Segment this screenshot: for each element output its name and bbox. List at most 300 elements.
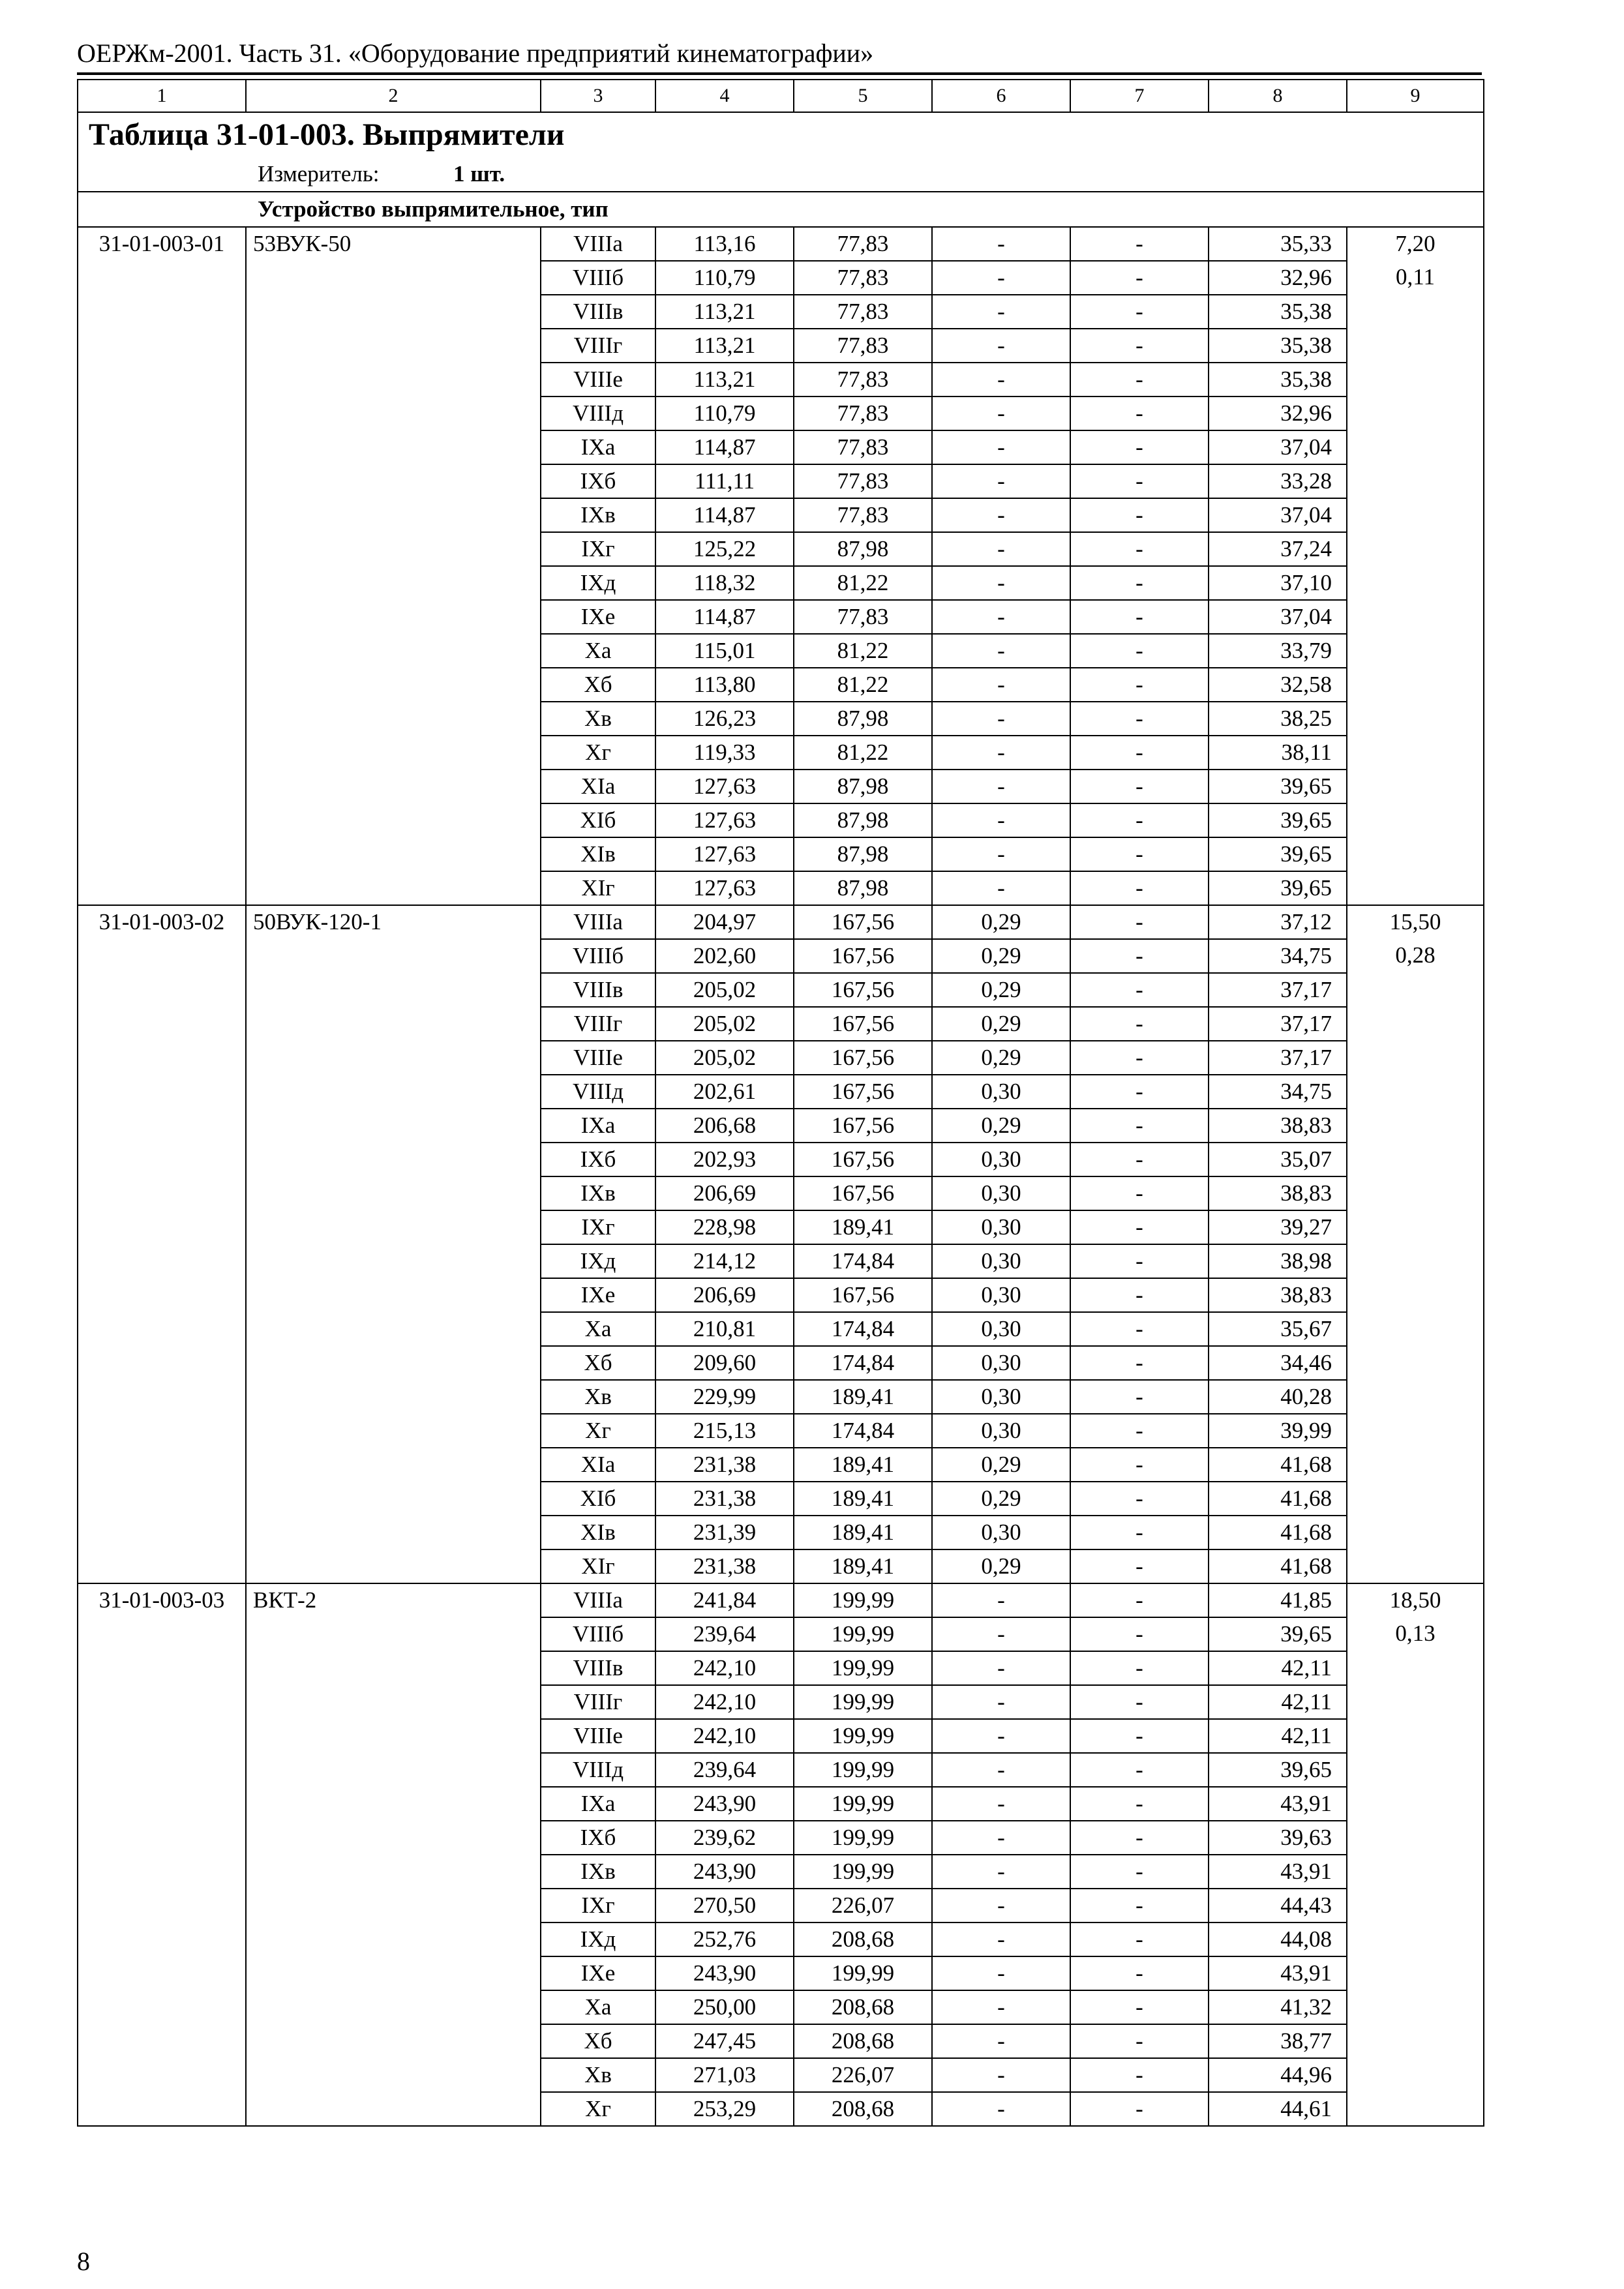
zone-cell: Xб bbox=[541, 2024, 655, 2058]
table-row bbox=[78, 1753, 1484, 1787]
wages-cell: 167,56 bbox=[794, 1278, 932, 1312]
column-number-row bbox=[78, 80, 1484, 112]
zone-cell: IXб bbox=[541, 464, 655, 498]
wages-cell: 167,56 bbox=[794, 1143, 932, 1176]
wages-cell: 77,83 bbox=[794, 329, 932, 363]
code-cell bbox=[78, 871, 246, 905]
total-cell: 111,11 bbox=[655, 464, 794, 498]
driver-wages-cell: - bbox=[1070, 1889, 1209, 1922]
materials-cell: 39,65 bbox=[1209, 1617, 1347, 1651]
code-cell bbox=[78, 1787, 246, 1821]
wages-cell: 226,07 bbox=[794, 2058, 932, 2092]
materials-cell: 37,12 bbox=[1209, 905, 1347, 939]
page-header: ОЕРЖм-2001. Часть 31. «Оборудование предприятий кинематографии» bbox=[77, 38, 874, 68]
zone-cell: VIIIб bbox=[541, 1617, 655, 1651]
driver-wages-cell: - bbox=[1070, 634, 1209, 668]
code-cell bbox=[78, 973, 246, 1007]
driver-wages-cell: - bbox=[1070, 2092, 1209, 2126]
wages-cell: 199,99 bbox=[794, 1719, 932, 1753]
materials-cell: 38,11 bbox=[1209, 736, 1347, 770]
total-cell: 239,62 bbox=[655, 1821, 794, 1855]
materials-cell: 35,38 bbox=[1209, 295, 1347, 329]
name-cell bbox=[246, 464, 541, 498]
materials-cell: 44,96 bbox=[1209, 2058, 1347, 2092]
machines-cell: 0,29 bbox=[932, 973, 1070, 1007]
materials-cell: 42,11 bbox=[1209, 1651, 1347, 1685]
name-cell bbox=[246, 1278, 541, 1312]
total-cell: 209,60 bbox=[655, 1346, 794, 1380]
total-cell: 253,29 bbox=[655, 2092, 794, 2126]
code-cell bbox=[78, 1346, 246, 1380]
code-cell bbox=[78, 498, 246, 532]
zone-cell: XIг bbox=[541, 1549, 655, 1583]
driver-wages-cell: - bbox=[1070, 1922, 1209, 1956]
labor-cell bbox=[1347, 329, 1484, 363]
name-cell bbox=[246, 1617, 541, 1651]
code-cell: 31-01-003-03 bbox=[78, 1583, 246, 1617]
name-cell bbox=[246, 1143, 541, 1176]
code-cell bbox=[78, 1210, 246, 1244]
machines-cell: - bbox=[932, 2024, 1070, 2058]
table-row bbox=[78, 1075, 1484, 1109]
labor-cell bbox=[1347, 2024, 1484, 2058]
materials-cell: 44,08 bbox=[1209, 1922, 1347, 1956]
name-cell bbox=[246, 1244, 541, 1278]
zone-cell: Xа bbox=[541, 1312, 655, 1346]
materials-cell: 41,68 bbox=[1209, 1482, 1347, 1516]
total-cell: 115,01 bbox=[655, 634, 794, 668]
driver-wages-cell: - bbox=[1070, 1346, 1209, 1380]
wages-cell: 77,83 bbox=[794, 498, 932, 532]
machines-cell: - bbox=[932, 430, 1070, 464]
wages-cell: 208,68 bbox=[794, 2092, 932, 2126]
machines-cell: - bbox=[932, 1719, 1070, 1753]
total-cell: 242,10 bbox=[655, 1651, 794, 1685]
materials-cell: 37,04 bbox=[1209, 430, 1347, 464]
wages-cell: 226,07 bbox=[794, 1889, 932, 1922]
driver-wages-cell: - bbox=[1070, 1651, 1209, 1685]
zone-cell: IXв bbox=[541, 498, 655, 532]
wages-cell: 77,83 bbox=[794, 600, 932, 634]
table-row bbox=[78, 1244, 1484, 1278]
name-cell bbox=[246, 363, 541, 396]
name-cell bbox=[246, 1651, 541, 1685]
total-cell: 270,50 bbox=[655, 1889, 794, 1922]
name-cell bbox=[246, 1482, 541, 1516]
wages-cell: 167,56 bbox=[794, 1041, 932, 1075]
name-cell bbox=[246, 1855, 541, 1889]
total-cell: 119,33 bbox=[655, 736, 794, 770]
wages-cell: 81,22 bbox=[794, 736, 932, 770]
total-cell: 243,90 bbox=[655, 1855, 794, 1889]
name-cell bbox=[246, 566, 541, 600]
name-cell bbox=[246, 295, 541, 329]
labor-cell bbox=[1347, 2092, 1484, 2126]
materials-cell: 35,38 bbox=[1209, 329, 1347, 363]
table-row bbox=[78, 600, 1484, 634]
machines-cell: 0,30 bbox=[932, 1075, 1070, 1109]
zone-cell: IXе bbox=[541, 1278, 655, 1312]
labor-cell: 0,28 bbox=[1347, 939, 1484, 973]
total-cell: 206,68 bbox=[655, 1109, 794, 1143]
name-cell bbox=[246, 532, 541, 566]
labor-cell bbox=[1347, 1109, 1484, 1143]
name-cell bbox=[246, 803, 541, 837]
table-row bbox=[78, 1651, 1484, 1685]
labor-cell bbox=[1347, 1821, 1484, 1855]
name-cell bbox=[246, 1549, 541, 1583]
name-cell bbox=[246, 1719, 541, 1753]
code-cell bbox=[78, 668, 246, 702]
labor-cell bbox=[1347, 1787, 1484, 1821]
zone-cell: XIб bbox=[541, 1482, 655, 1516]
materials-cell: 38,83 bbox=[1209, 1109, 1347, 1143]
code-cell bbox=[78, 1651, 246, 1685]
machines-cell: - bbox=[932, 261, 1070, 295]
total-cell: 126,23 bbox=[655, 702, 794, 736]
wages-cell: 87,98 bbox=[794, 770, 932, 803]
name-cell bbox=[246, 1787, 541, 1821]
name-cell: ВКТ-2 bbox=[246, 1583, 541, 1617]
total-cell: 110,79 bbox=[655, 396, 794, 430]
driver-wages-cell: - bbox=[1070, 803, 1209, 837]
zone-cell: XIв bbox=[541, 1516, 655, 1549]
machines-cell: 0,29 bbox=[932, 905, 1070, 939]
labor-cell bbox=[1347, 1312, 1484, 1346]
machines-cell: - bbox=[932, 532, 1070, 566]
name-cell bbox=[246, 1448, 541, 1482]
wages-cell: 167,56 bbox=[794, 973, 932, 1007]
table-row bbox=[78, 295, 1484, 329]
table-row bbox=[78, 1176, 1484, 1210]
machines-cell: 0,30 bbox=[932, 1516, 1070, 1549]
labor-cell bbox=[1347, 1990, 1484, 2024]
code-cell bbox=[78, 1312, 246, 1346]
table-row bbox=[78, 1041, 1484, 1075]
materials-cell: 38,25 bbox=[1209, 702, 1347, 736]
wages-cell: 167,56 bbox=[794, 1109, 932, 1143]
total-cell: 114,87 bbox=[655, 600, 794, 634]
wages-cell: 77,83 bbox=[794, 464, 932, 498]
code-cell bbox=[78, 1007, 246, 1041]
column-number: 6 bbox=[932, 80, 1070, 112]
name-cell bbox=[246, 1075, 541, 1109]
table-row bbox=[78, 1380, 1484, 1414]
total-cell: 231,38 bbox=[655, 1549, 794, 1583]
driver-wages-cell: - bbox=[1070, 1312, 1209, 1346]
machines-cell: - bbox=[932, 1753, 1070, 1787]
zone-cell: Xг bbox=[541, 1414, 655, 1448]
labor-cell bbox=[1347, 1414, 1484, 1448]
wages-cell: 167,56 bbox=[794, 1176, 932, 1210]
column-number: 4 bbox=[655, 80, 794, 112]
total-cell: 206,69 bbox=[655, 1176, 794, 1210]
name-cell bbox=[246, 1685, 541, 1719]
name-cell bbox=[246, 1380, 541, 1414]
zone-cell: Xв bbox=[541, 2058, 655, 2092]
measure-value: 1 шт. bbox=[453, 161, 505, 187]
code-cell bbox=[78, 261, 246, 295]
labor-cell bbox=[1347, 668, 1484, 702]
driver-wages-cell: - bbox=[1070, 1380, 1209, 1414]
driver-wages-cell: - bbox=[1070, 600, 1209, 634]
code-cell bbox=[78, 532, 246, 566]
code-cell bbox=[78, 1075, 246, 1109]
materials-cell: 32,96 bbox=[1209, 261, 1347, 295]
total-cell: 271,03 bbox=[655, 2058, 794, 2092]
header-rule bbox=[77, 72, 1482, 75]
name-cell bbox=[246, 1922, 541, 1956]
materials-cell: 34,75 bbox=[1209, 939, 1347, 973]
name-cell bbox=[246, 1312, 541, 1346]
driver-wages-cell: - bbox=[1070, 2024, 1209, 2058]
total-cell: 228,98 bbox=[655, 1210, 794, 1244]
name-cell bbox=[246, 837, 541, 871]
machines-cell: 0,29 bbox=[932, 1007, 1070, 1041]
machines-cell: - bbox=[932, 634, 1070, 668]
zone-cell: Xа bbox=[541, 634, 655, 668]
materials-cell: 43,91 bbox=[1209, 1787, 1347, 1821]
machines-cell: 0,30 bbox=[932, 1346, 1070, 1380]
labor-cell bbox=[1347, 634, 1484, 668]
wages-cell: 199,99 bbox=[794, 1651, 932, 1685]
name-cell bbox=[246, 1176, 541, 1210]
labor-cell bbox=[1347, 837, 1484, 871]
total-cell: 231,39 bbox=[655, 1516, 794, 1549]
wages-cell: 199,99 bbox=[794, 1685, 932, 1719]
measure-label: Измеритель: bbox=[258, 161, 380, 187]
labor-cell bbox=[1347, 1753, 1484, 1787]
name-cell bbox=[246, 668, 541, 702]
labor-cell bbox=[1347, 1346, 1484, 1380]
wages-cell: 199,99 bbox=[794, 1821, 932, 1855]
driver-wages-cell: - bbox=[1070, 1176, 1209, 1210]
table-row bbox=[78, 2058, 1484, 2092]
total-cell: 114,87 bbox=[655, 430, 794, 464]
wages-cell: 208,68 bbox=[794, 1990, 932, 2024]
materials-cell: 41,68 bbox=[1209, 1516, 1347, 1549]
driver-wages-cell: - bbox=[1070, 498, 1209, 532]
table-row bbox=[78, 363, 1484, 396]
code-cell bbox=[78, 464, 246, 498]
table-row bbox=[78, 736, 1484, 770]
driver-wages-cell: - bbox=[1070, 329, 1209, 363]
wages-cell: 208,68 bbox=[794, 1922, 932, 1956]
column-number: 3 bbox=[541, 80, 655, 112]
name-cell bbox=[246, 1956, 541, 1990]
driver-wages-cell: - bbox=[1070, 532, 1209, 566]
zone-cell: VIIIа bbox=[541, 1583, 655, 1617]
wages-cell: 189,41 bbox=[794, 1516, 932, 1549]
labor-cell bbox=[1347, 1244, 1484, 1278]
code-cell bbox=[78, 1549, 246, 1583]
machines-cell: - bbox=[932, 566, 1070, 600]
wages-cell: 167,56 bbox=[794, 939, 932, 973]
driver-wages-cell: - bbox=[1070, 566, 1209, 600]
machines-cell: 0,29 bbox=[932, 1448, 1070, 1482]
table-row bbox=[78, 227, 1484, 261]
driver-wages-cell: - bbox=[1070, 939, 1209, 973]
table-row bbox=[78, 329, 1484, 363]
table-row bbox=[78, 1278, 1484, 1312]
labor-cell bbox=[1347, 1855, 1484, 1889]
materials-cell: 37,17 bbox=[1209, 973, 1347, 1007]
wages-cell: 167,56 bbox=[794, 1075, 932, 1109]
name-cell bbox=[246, 498, 541, 532]
table-row bbox=[78, 1346, 1484, 1380]
total-cell: 239,64 bbox=[655, 1617, 794, 1651]
zone-cell: XIа bbox=[541, 770, 655, 803]
name-cell bbox=[246, 261, 541, 295]
code-cell bbox=[78, 1278, 246, 1312]
table-row bbox=[78, 1719, 1484, 1753]
materials-cell: 39,65 bbox=[1209, 871, 1347, 905]
table-row bbox=[78, 464, 1484, 498]
table-row bbox=[78, 702, 1484, 736]
labor-cell bbox=[1347, 1041, 1484, 1075]
materials-cell: 38,77 bbox=[1209, 2024, 1347, 2058]
materials-cell: 39,65 bbox=[1209, 803, 1347, 837]
driver-wages-cell: - bbox=[1070, 2058, 1209, 2092]
code-cell bbox=[78, 363, 246, 396]
materials-cell: 37,17 bbox=[1209, 1007, 1347, 1041]
machines-cell: - bbox=[932, 464, 1070, 498]
total-cell: 113,21 bbox=[655, 329, 794, 363]
device-heading-row bbox=[78, 192, 1484, 227]
materials-cell: 39,63 bbox=[1209, 1821, 1347, 1855]
materials-cell: 37,17 bbox=[1209, 1041, 1347, 1075]
code-cell bbox=[78, 2024, 246, 2058]
machines-cell: - bbox=[932, 600, 1070, 634]
code-cell bbox=[78, 1448, 246, 1482]
total-cell: 202,61 bbox=[655, 1075, 794, 1109]
labor-cell bbox=[1347, 1075, 1484, 1109]
table-row bbox=[78, 396, 1484, 430]
labor-cell: 15,50 bbox=[1347, 905, 1484, 939]
machines-cell: - bbox=[932, 295, 1070, 329]
machines-cell: - bbox=[932, 1990, 1070, 2024]
machines-cell: 0,29 bbox=[932, 1109, 1070, 1143]
labor-cell bbox=[1347, 1889, 1484, 1922]
code-cell bbox=[78, 1922, 246, 1956]
labor-cell bbox=[1347, 973, 1484, 1007]
code-cell bbox=[78, 1821, 246, 1855]
table-row bbox=[78, 1007, 1484, 1041]
wages-cell: 87,98 bbox=[794, 702, 932, 736]
labor-cell bbox=[1347, 1482, 1484, 1516]
table-row bbox=[78, 939, 1484, 973]
labor-cell bbox=[1347, 1516, 1484, 1549]
machines-cell: - bbox=[932, 1855, 1070, 1889]
name-cell bbox=[246, 939, 541, 973]
machines-cell: - bbox=[932, 2092, 1070, 2126]
wages-cell: 87,98 bbox=[794, 532, 932, 566]
total-cell: 127,63 bbox=[655, 871, 794, 905]
code-cell: 31-01-003-01 bbox=[78, 227, 246, 261]
labor-cell bbox=[1347, 1448, 1484, 1482]
table-row bbox=[78, 1516, 1484, 1549]
table-row bbox=[78, 1956, 1484, 1990]
name-cell bbox=[246, 600, 541, 634]
code-cell bbox=[78, 837, 246, 871]
driver-wages-cell: - bbox=[1070, 1685, 1209, 1719]
name-cell bbox=[246, 871, 541, 905]
machines-cell: - bbox=[932, 770, 1070, 803]
table-row bbox=[78, 1617, 1484, 1651]
total-cell: 210,81 bbox=[655, 1312, 794, 1346]
table-row bbox=[78, 1855, 1484, 1889]
zone-cell: Xг bbox=[541, 736, 655, 770]
driver-wages-cell: - bbox=[1070, 1278, 1209, 1312]
materials-cell: 37,24 bbox=[1209, 532, 1347, 566]
driver-wages-cell: - bbox=[1070, 1821, 1209, 1855]
driver-wages-cell: - bbox=[1070, 1719, 1209, 1753]
wages-cell: 174,84 bbox=[794, 1244, 932, 1278]
total-cell: 202,60 bbox=[655, 939, 794, 973]
driver-wages-cell: - bbox=[1070, 1414, 1209, 1448]
wages-cell: 77,83 bbox=[794, 295, 932, 329]
name-cell bbox=[246, 1007, 541, 1041]
machines-cell: 0,30 bbox=[932, 1278, 1070, 1312]
wages-cell: 87,98 bbox=[794, 803, 932, 837]
name-cell bbox=[246, 702, 541, 736]
driver-wages-cell: - bbox=[1070, 1516, 1209, 1549]
zone-cell: VIIIг bbox=[541, 329, 655, 363]
driver-wages-cell: - bbox=[1070, 464, 1209, 498]
materials-cell: 32,96 bbox=[1209, 396, 1347, 430]
labor-cell bbox=[1347, 702, 1484, 736]
total-cell: 113,16 bbox=[655, 227, 794, 261]
total-cell: 113,21 bbox=[655, 363, 794, 396]
table-body bbox=[78, 80, 1484, 2126]
driver-wages-cell: - bbox=[1070, 227, 1209, 261]
total-cell: 242,10 bbox=[655, 1719, 794, 1753]
labor-cell bbox=[1347, 1176, 1484, 1210]
materials-cell: 35,67 bbox=[1209, 1312, 1347, 1346]
total-cell: 114,87 bbox=[655, 498, 794, 532]
machines-cell: - bbox=[932, 1889, 1070, 1922]
code-cell bbox=[78, 1719, 246, 1753]
wages-cell: 167,56 bbox=[794, 905, 932, 939]
machines-cell: - bbox=[932, 363, 1070, 396]
table-row bbox=[78, 905, 1484, 939]
code-cell bbox=[78, 430, 246, 464]
code-cell bbox=[78, 1516, 246, 1549]
code-cell bbox=[78, 736, 246, 770]
materials-cell: 35,33 bbox=[1209, 227, 1347, 261]
materials-cell: 33,28 bbox=[1209, 464, 1347, 498]
table-row bbox=[78, 1482, 1484, 1516]
materials-cell: 38,83 bbox=[1209, 1176, 1347, 1210]
name-cell bbox=[246, 430, 541, 464]
table-row bbox=[78, 1312, 1484, 1346]
zone-cell: IXг bbox=[541, 1210, 655, 1244]
total-cell: 205,02 bbox=[655, 973, 794, 1007]
machines-cell: 0,30 bbox=[932, 1414, 1070, 1448]
driver-wages-cell: - bbox=[1070, 1482, 1209, 1516]
materials-cell: 33,79 bbox=[1209, 634, 1347, 668]
machines-cell: - bbox=[932, 803, 1070, 837]
machines-cell: 0,29 bbox=[932, 1482, 1070, 1516]
materials-cell: 41,32 bbox=[1209, 1990, 1347, 2024]
wages-cell: 77,83 bbox=[794, 363, 932, 396]
zone-cell: IXг bbox=[541, 532, 655, 566]
device-heading: Устройство выпрямительное, тип bbox=[258, 196, 609, 222]
labor-cell bbox=[1347, 532, 1484, 566]
zone-cell: IXе bbox=[541, 1956, 655, 1990]
total-cell: 231,38 bbox=[655, 1448, 794, 1482]
wages-cell: 199,99 bbox=[794, 1583, 932, 1617]
